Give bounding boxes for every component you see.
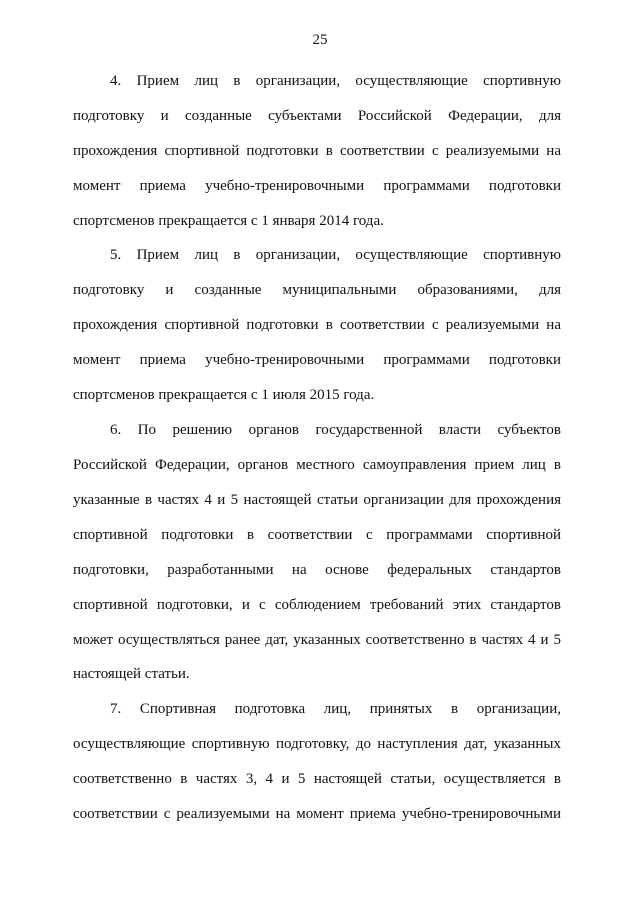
paragraph-line: спортивной подготовки, и с соблюдением требований этих стандартов (73, 597, 561, 613)
paragraph-line: Российской Федерации, органов местного самоуправления прием лиц в (73, 457, 561, 473)
paragraph-line: соответственно в частях 3, 4 и 5 настоящей статьи, осуществляется в (73, 771, 561, 787)
paragraph-line: может осуществляться ранее дат, указанных соответственно в частях 4 и 5 (73, 632, 561, 648)
paragraph-line: соответствии с реализуемыми на момент приема учебно-тренировочными (73, 806, 561, 822)
paragraph-line: спортивной подготовки в соответствии с программами спортивной (73, 527, 561, 543)
paragraph-line: подготовку и созданные муниципальными образованиями, для (73, 282, 561, 298)
paragraph-line: 6. По решению органов государственной власти субъектов (110, 422, 561, 438)
paragraph-line: подготовку и созданные субъектами Российской Федерации, для (73, 108, 561, 124)
paragraph-line: настоящей статьи. (73, 666, 190, 682)
paragraph-line: указанные в частях 4 и 5 настоящей статьи организации для прохождения (73, 492, 561, 508)
paragraph-line: подготовки, разработанными на основе федеральных стандартов (73, 562, 561, 578)
paragraph-line: момент приема учебно-тренировочными программами подготовки (73, 178, 561, 194)
paragraph-line: осуществляющие спортивную подготовку, до наступления дат, указанных (73, 736, 561, 752)
paragraph-line: спортсменов прекращается с 1 июля 2015 года. (73, 387, 375, 403)
paragraph-line: прохождения спортивной подготовки в соответствии с реализуемыми на (73, 143, 561, 159)
paragraph-line: 5. Прием лиц в организации, осуществляющие спортивную (110, 247, 561, 263)
paragraph-line: 7. Спортивная подготовка лиц, принятых в организации, (110, 701, 561, 717)
page-number: 25 (312, 32, 328, 48)
paragraph-line: 4. Прием лиц в организации, осуществляющие спортивную (110, 73, 561, 89)
paragraph-line: прохождения спортивной подготовки в соответствии с реализуемыми на (73, 317, 561, 333)
paragraph-line: момент приема учебно-тренировочными программами подготовки (73, 352, 561, 368)
paragraph-line: спортсменов прекращается с 1 января 2014 года. (73, 213, 384, 229)
